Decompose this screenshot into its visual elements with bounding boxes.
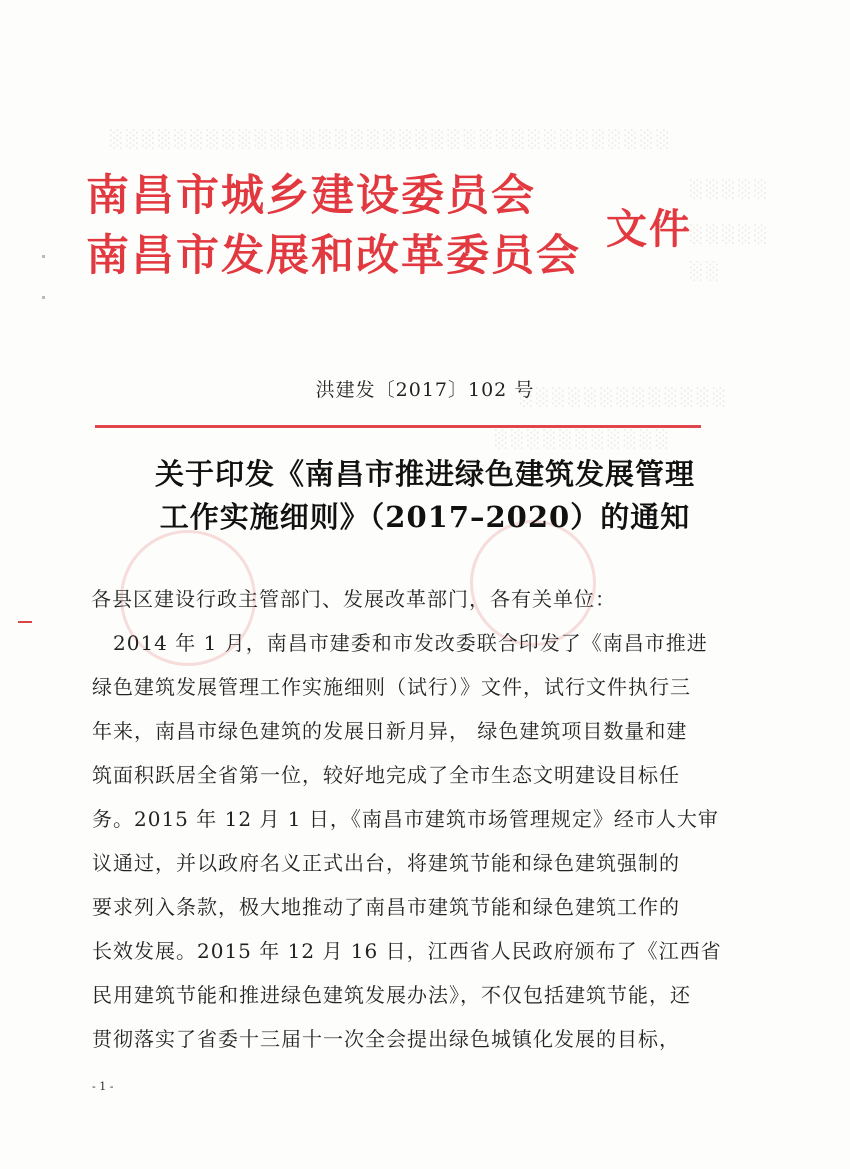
binding-dot	[42, 296, 45, 299]
bleed-through-text: ░░░░░	[690, 180, 771, 200]
bleed-through-text: ░░░░░░░░░░░░░	[520, 388, 729, 408]
bleed-through-text: ░░	[690, 262, 723, 282]
body-line: 务。2015 年 12 月 1 日，《南昌市建筑市场管理规定》经市人大审	[92, 807, 719, 831]
document-title-line2: 工作实施细则》（2017–2020）的通知	[159, 500, 691, 534]
body-line: 2014 年 1 月，南昌市建委和市发改委联合印发了《南昌市推进	[92, 631, 708, 655]
header-org-line1: 南昌市城乡建设委员会	[86, 171, 536, 221]
body-line: 年来，南昌市绿色建筑的发展日新月异， 绿色建筑项目数量和建	[92, 719, 688, 743]
body-line: 绿色建筑发展管理工作实施细则（试行）》文件，试行文件执行三	[92, 675, 691, 699]
body-line: 筑面积跃居全省第一位，较好地完成了全市生态文明建设目标任	[92, 763, 680, 787]
document-title-line1: 关于印发《南昌市推进绿色建筑发展管理	[154, 457, 695, 491]
body-line: 长效发展。2015 年 12 月 16 日，江西省人民政府颁布了《江西省	[92, 939, 722, 963]
bleed-through-text: ░░░░░░░░░░░░░░░░░░░░░░░░░░░░░░░░░░░	[110, 130, 673, 150]
header-rule	[95, 425, 701, 428]
body-line: 贯彻落实了省委十三届十一次全会提出绿色城镇化发展的目标，	[92, 1027, 680, 1051]
bleed-through-text: ░░░░░	[690, 225, 771, 245]
salutation: 各县区建设行政主管部门、发展改革部门，各有关单位：	[91, 587, 616, 611]
binding-dot	[42, 255, 45, 258]
document-number: 洪建发〔2017〕102 号	[315, 379, 535, 401]
margin-tick	[18, 621, 32, 623]
body-line: 民用建筑节能和推进绿色建筑发展办法》，不仅包括建筑节能，还	[92, 983, 691, 1007]
header-suffix: 文件	[606, 205, 692, 253]
body-line: 要求列入条款，极大地推动了南昌市建筑节能和绿色建筑工作的	[92, 895, 680, 919]
header-org-line2: 南昌市发展和改革委员会	[86, 231, 581, 281]
page-number: - 1 -	[92, 1080, 114, 1093]
bleed-through-text: ░░░░░░░░░░░	[495, 430, 672, 450]
body-line: 议通过，并以政府名义正式出台，将建筑节能和绿色建筑强制的	[92, 851, 680, 875]
